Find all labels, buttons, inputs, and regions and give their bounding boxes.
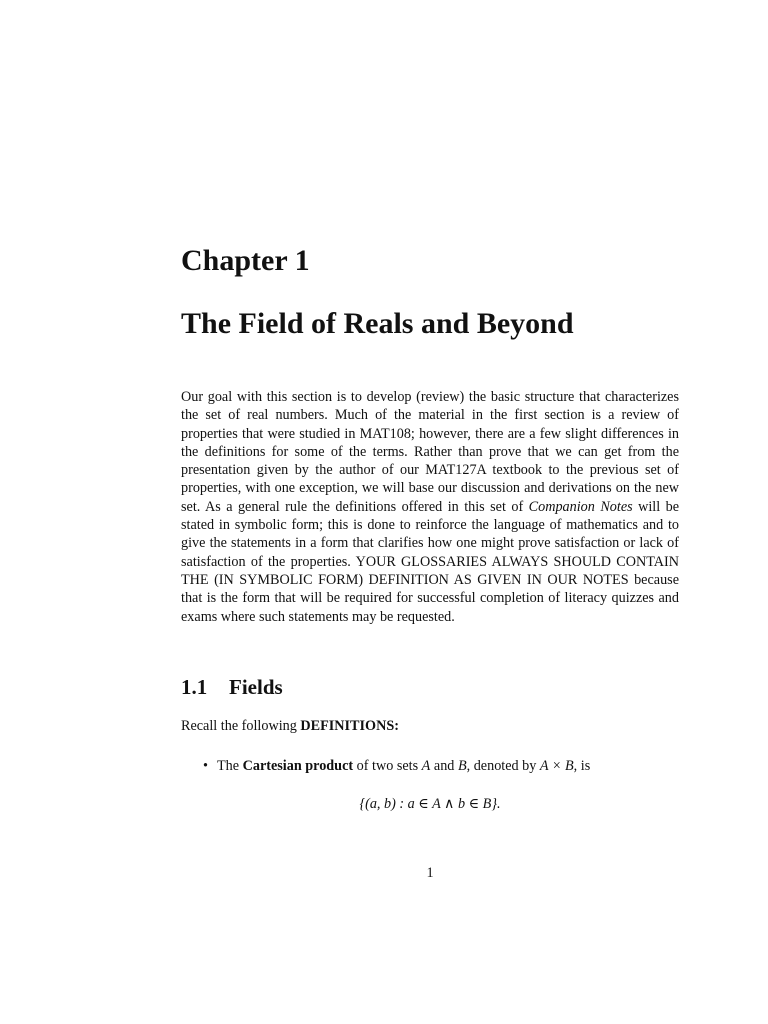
intro-paragraph [181, 388, 679, 626]
bullet-text-3: and [430, 758, 458, 774]
chapter-label: Chapter 1 [181, 244, 310, 277]
list-item-cartesian-product [203, 757, 590, 775]
recall-definitions-label: DEFINITIONS: [300, 718, 399, 734]
section-title: Fields [229, 675, 283, 699]
intro-text-part2: will be stated in symbolic form; this is done to reinforce the language of mathematics and to give the statements in a form that clarifies how one might prove satisfaction or lack of satisfaction of the properties. YOUR GLOSSARIES ALWAYS SHOULD CONTAIN THE (IN SYMBOLIC FORM) DEFINITION AS GIVEN IN OUR NOTES because that is the form that will be required for successful completion of literacy quizzes and exams where such statements may be requested. [181, 498, 680, 625]
bullet-text-5: , is [573, 758, 591, 774]
recall-line [181, 717, 399, 735]
intro-text-part1: Our goal with this section is to develop (review) the basic structure that characterizes the set of real numbers. Much of the material in the first section is a review of properties that were studied in MAT108; however, there are a few slight differences in the definitions for some of the terms. Rather than prove that we can get from the presentation given by the author of our MAT127A textbook to the previous set of properties, with one exception, we will base our discussion and derivations on the new set. As a general rule the definitions offered in this set of [181, 389, 679, 515]
math-set-b: B [457, 758, 467, 774]
intro-italic-companion-notes: Companion Notes [528, 498, 633, 515]
recall-prefix: Recall the following [181, 718, 301, 734]
math-set-a: A [421, 758, 431, 774]
page-number: 1 [426, 865, 434, 881]
bullet-text-2: of two sets [353, 758, 422, 774]
bullet-text-1: The [217, 758, 243, 774]
chapter-title: The Field of Reals and Beyond [181, 307, 574, 340]
bullet-text-4: , denoted by [466, 758, 540, 774]
bullet-icon: • [203, 758, 208, 774]
math-a-cross-b: A × B [539, 758, 574, 774]
display-math-cartesian-definition: {(a, b) : a ∈ A ∧ b ∈ B}. [359, 796, 501, 812]
section-number: 1.1 [181, 675, 208, 699]
term-cartesian-product: Cartesian product [242, 758, 354, 774]
section-heading [181, 674, 283, 700]
